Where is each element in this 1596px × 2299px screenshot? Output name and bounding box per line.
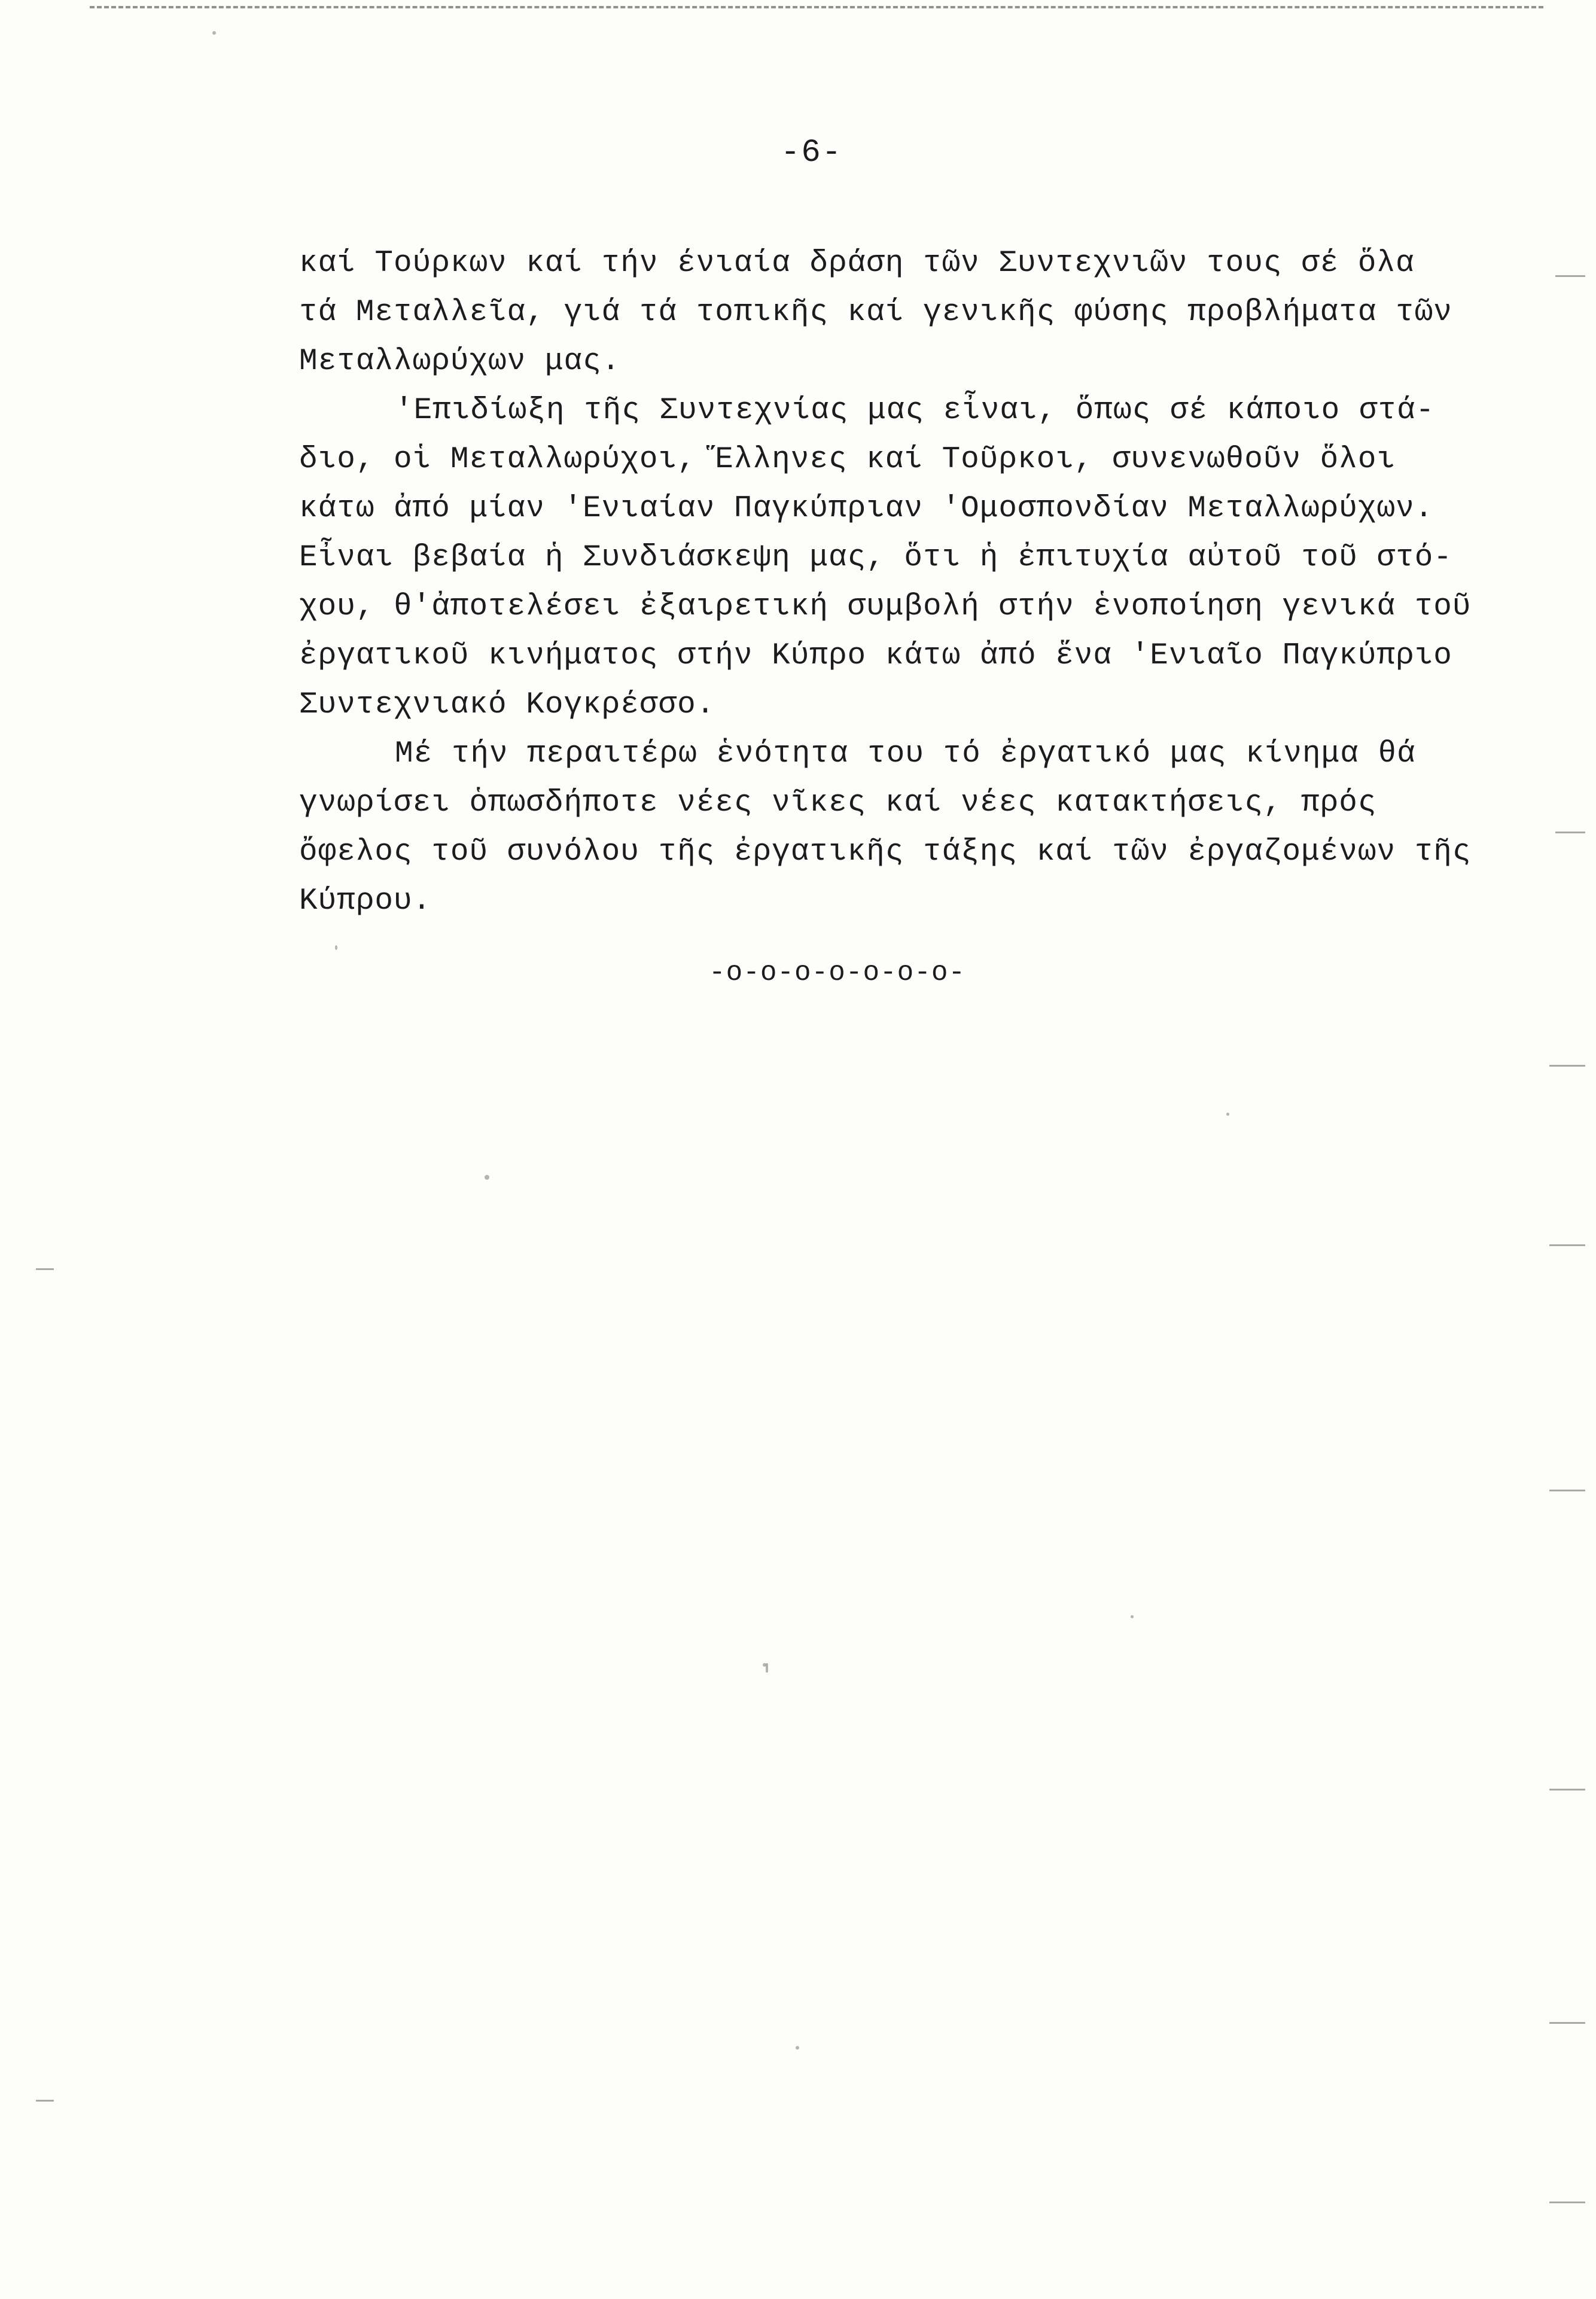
text-line: Συντεχνιακό Κογκρέσσο. — [299, 688, 715, 722]
text-line: διο, οἱ Μεταλλωρύχοι, Ἕλληνες καί Τοῦρκοι, συνενωθοῦν ὅλοι — [299, 443, 1396, 477]
margin-mark — [1549, 1789, 1585, 1791]
margin-mark — [1549, 1490, 1585, 1491]
scan-speck — [335, 945, 337, 950]
margin-mark — [1549, 1065, 1585, 1067]
margin-mark — [1549, 1244, 1585, 1246]
scan-speck — [212, 31, 216, 35]
margin-mark — [1549, 2022, 1585, 2024]
text-line: Κύπρου. — [299, 884, 432, 918]
page-number: -6- — [781, 135, 843, 171]
body-text — [299, 239, 1472, 926]
text-line: τά Μεταλλεῖα, γιά τά τοπικῆς καί γενικῆς φύσης προβλήματα τῶν — [299, 296, 1452, 330]
text-line: 'Επιδίωξη τῆς Συντεχνίας μας εἶναι, ὅπως σέ κάποιο στά- — [395, 394, 1435, 428]
top-edge-rule — [90, 6, 1543, 8]
margin-mark — [36, 1268, 54, 1270]
margin-mark — [1555, 832, 1585, 833]
text-line: ὄφελος τοῦ συνόλου τῆς ἐργατικῆς τάξης καί τῶν ἐργαζομένων τῆς — [299, 835, 1472, 869]
text-line: καί Τούρκων καί τήν ένιαία δράση τῶν Συντεχνιῶν τους σέ ὅλα — [299, 246, 1415, 281]
text-line: ἐργατικοῦ κινήματος στήν Κύπρο κάτω ἀπό ἕνα 'Ενιαῖο Παγκύπριο — [299, 639, 1452, 673]
end-separator: -o-o-o-o-o-o-o- — [709, 957, 966, 988]
scan-speck — [796, 2046, 799, 2050]
scan-speck — [485, 1175, 489, 1180]
margin-mark — [1549, 2201, 1585, 2203]
text-line: γνωρίσει ὁπωσδήποτε νέες νῖκες καί νέες κατακτήσεις, πρός — [299, 786, 1377, 820]
margin-mark — [1555, 275, 1585, 277]
text-line: χου, θ'ἀποτελέσει ἐξαιρετική συμβολή στήν ἑνοποίηση γενικά τοῦ — [299, 590, 1472, 624]
text-line: Εἶναι βεβαία ἡ Συνδιάσκεψη μας, ὅτι ἡ ἐπιτυχία αὐτοῦ τοῦ στό- — [299, 541, 1452, 575]
text-line: κάτω ἀπό μίαν 'Ενιαίαν Παγκύπριαν 'Ομοσπονδίαν Μεταλλωρύχων. — [299, 492, 1434, 526]
scan-speck — [1131, 1615, 1134, 1618]
margin-mark — [36, 2100, 54, 2102]
text-line: Μεταλλωρύχων μας. — [299, 345, 621, 379]
scan-speck — [1226, 1113, 1229, 1116]
scan-speck — [766, 1663, 768, 1673]
text-line: Μέ τήν περαιτέρω ἑνότητα του τό ἐργατικό μας κίνημα θά — [395, 737, 1416, 771]
